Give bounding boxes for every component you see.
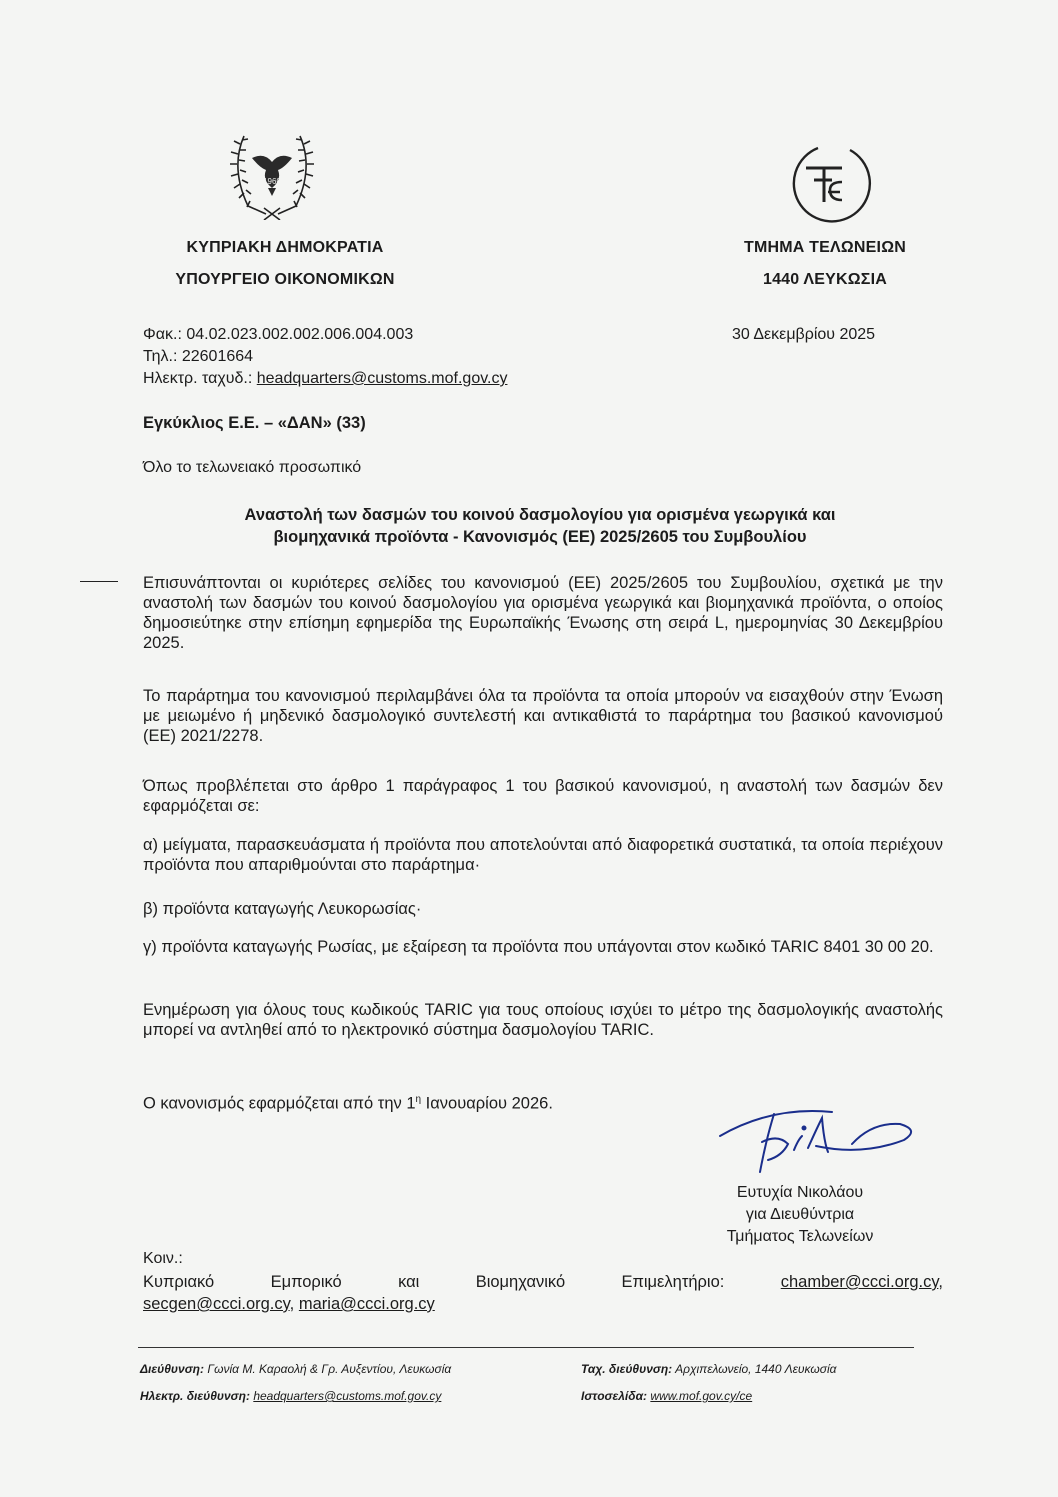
footer-email [140, 1389, 441, 1403]
email-label: Ηλεκτρ. ταχυδ.: [143, 370, 253, 387]
subject-line-1: Αναστολή των δασμών του κοινού δασμολογίου για ορισμένα γεωργικά και [244, 506, 836, 524]
circular-title: Εγκύκλιος Ε.Ε. – «ΔΑΝ» (33) [143, 414, 366, 432]
department-city: 1440 ΛΕΥΚΩΣΙΑ [762, 271, 888, 288]
cc-separator-1: , [938, 1273, 943, 1291]
footer-address-label: Διεύθυνση: [140, 1362, 204, 1376]
cc-email-secgen[interactable]: secgen@ccci.org.cy [143, 1295, 290, 1313]
cc-word-4: Βιομηχανικό [475, 1273, 566, 1291]
footer-web-link[interactable]: www.mof.gov.cy/ce [650, 1389, 753, 1403]
cc-email-line [143, 1295, 435, 1314]
department-title: ΤΜΗΜΑ ΤΕΛΩΝΕΙΩΝ [744, 239, 906, 256]
footer-address-value: Γωνία Μ. Καραολή & Γρ. Αυξεντίου, Λευκωσία [207, 1362, 452, 1376]
footer-address [140, 1362, 451, 1376]
paragraph-3: Όπως προβλέπεται στο άρθρο 1 παράγραφος 1 του βασικού κανονισμού, η αναστολή των δασμών δεν εφαρμόζεται σε: [143, 777, 943, 815]
footer-po-value: Αρχιπελωνείο, 1440 Λευκωσία [675, 1362, 837, 1376]
paragraph-1: Επισυνάπτονται οι κυριότερες σελίδες του κανονισμού (ΕΕ) 2025/2605 του Συμβουλίου, σχετικά με την αναστολή των δασμών του κοινού δασμολογίου για ορισμένα γεωργικά και βιομηχανικά προϊόντα, ο οποίος δημοσιεύτηκε στην επίσημη εφημερίδα της Ευρωπαϊκής Ένωσης στη σειρά L, ημερομηνίας 30 Δεκεμβρίου 2025. [143, 574, 943, 652]
email-link[interactable]: headquarters@customs.mof.gov.cy [256, 370, 508, 387]
cyprus-coat-of-arms-icon [222, 128, 322, 220]
phone-label: Τηλ.: [143, 348, 178, 365]
ministry-title: ΥΠΟΥΡΓΕΙΟ ΟΙΚΟΝΟΜΙΚΩΝ [175, 271, 395, 288]
paragraph-7: Ενημέρωση για όλους τους κωδικούς TARIC για τους οποίους ισχύει το μέτρο της δασμολογικής αναστολής μπορεί να αντληθεί από το ηλεκτρονικό σύστημα δασμολογίου TARIC. [143, 1001, 943, 1039]
margin-mark [80, 581, 118, 582]
footer-email-link[interactable]: headquarters@customs.mof.gov.cy [253, 1389, 442, 1403]
paragraph-8-text-end: Ιανουαρίου 2026. [421, 1094, 553, 1113]
subject-line-2: βιομηχανικά προϊόντα - Κανονισμός (ΕΕ) 2025/2605 του Συμβουλίου [273, 528, 807, 546]
cc-word-2: Εμπορικό [270, 1273, 342, 1291]
signatory-department: Τμήματος Τελωνείων [726, 1228, 874, 1245]
paragraph-8-superscript: η [415, 1094, 422, 1105]
cc-separator-2: , [289, 1295, 295, 1313]
phone-value: 22601664 [181, 348, 254, 365]
file-label: Φακ.: [143, 326, 182, 343]
cc-word-5: Επιμελητήριο: [621, 1273, 725, 1291]
paragraph-6: γ) προϊόντα καταγωγής Ρωσίας, με εξαίρεση τα προϊόντα που υπάγονται στον κωδικό TARIC 8401 30 00 20. [143, 938, 934, 956]
file-reference [143, 326, 413, 344]
document-date: 30 Δεκεμβρίου 2025 [732, 326, 876, 343]
signatory-role: για Διευθύντρια [745, 1206, 855, 1223]
footer-email-label: Ηλεκτρ. διεύθυνση: [140, 1389, 250, 1403]
cc-email-chamber[interactable]: chamber@ccci.org.cy [780, 1273, 939, 1291]
cc-word-3: και [398, 1273, 420, 1291]
svg-text:1960: 1960 [263, 177, 281, 186]
phone-line [143, 348, 253, 366]
footer-website [581, 1389, 752, 1403]
paragraph-4: α) μείγματα, παρασκευάσματα ή προϊόντα που αποτελούνται από διαφορετικά συστατικά, τα οποία περιέχουν προϊόντα που απαριθμούνται στο παράρτημα· [143, 836, 943, 874]
paragraph-5: β) προϊόντα καταγωγής Λευκορωσίας· [143, 900, 422, 918]
cc-label: Κοιν.: [143, 1250, 183, 1267]
handwritten-signature [712, 1100, 922, 1182]
cc-word-1: Κυπριακό [143, 1273, 215, 1291]
footer-po-label: Ταχ. διεύθυνση: [581, 1362, 673, 1376]
file-value: 04.02.023.002.002.006.004.003 [186, 326, 414, 343]
footer-divider [138, 1347, 914, 1348]
paragraph-8-text: Ο κανονισμός εφαρμόζεται από την 1 [143, 1094, 416, 1113]
signatory-name: Ευτυχία Νικολάου [736, 1184, 864, 1201]
cc-organization-line [143, 1273, 943, 1292]
cc-email-maria[interactable]: maria@ccci.org.cy [298, 1295, 435, 1313]
footer-po [581, 1362, 836, 1376]
customs-department-logo-icon [788, 142, 872, 226]
republic-title: ΚΥΠΡΙΑΚΗ ΔΗΜΟΚΡΑΤΙΑ [186, 239, 384, 256]
email-line [143, 370, 507, 388]
paragraph-2: Το παράρτημα του κανονισμού περιλαμβάνει όλα τα προϊόντα τα οποία μπορούν να εισαχθούν στην Ένωση με μειωμένο ή μηδενικό δασμολογικό συντελεστή και αντικαθιστά το παράρτημα του βασικού κανονισμού (ΕΕ) 2021/2278. [143, 687, 943, 745]
footer-web-label: Ιστοσελίδα: [581, 1389, 648, 1403]
recipient-line: Όλο το τελωνειακό προσωπικό [143, 459, 362, 476]
